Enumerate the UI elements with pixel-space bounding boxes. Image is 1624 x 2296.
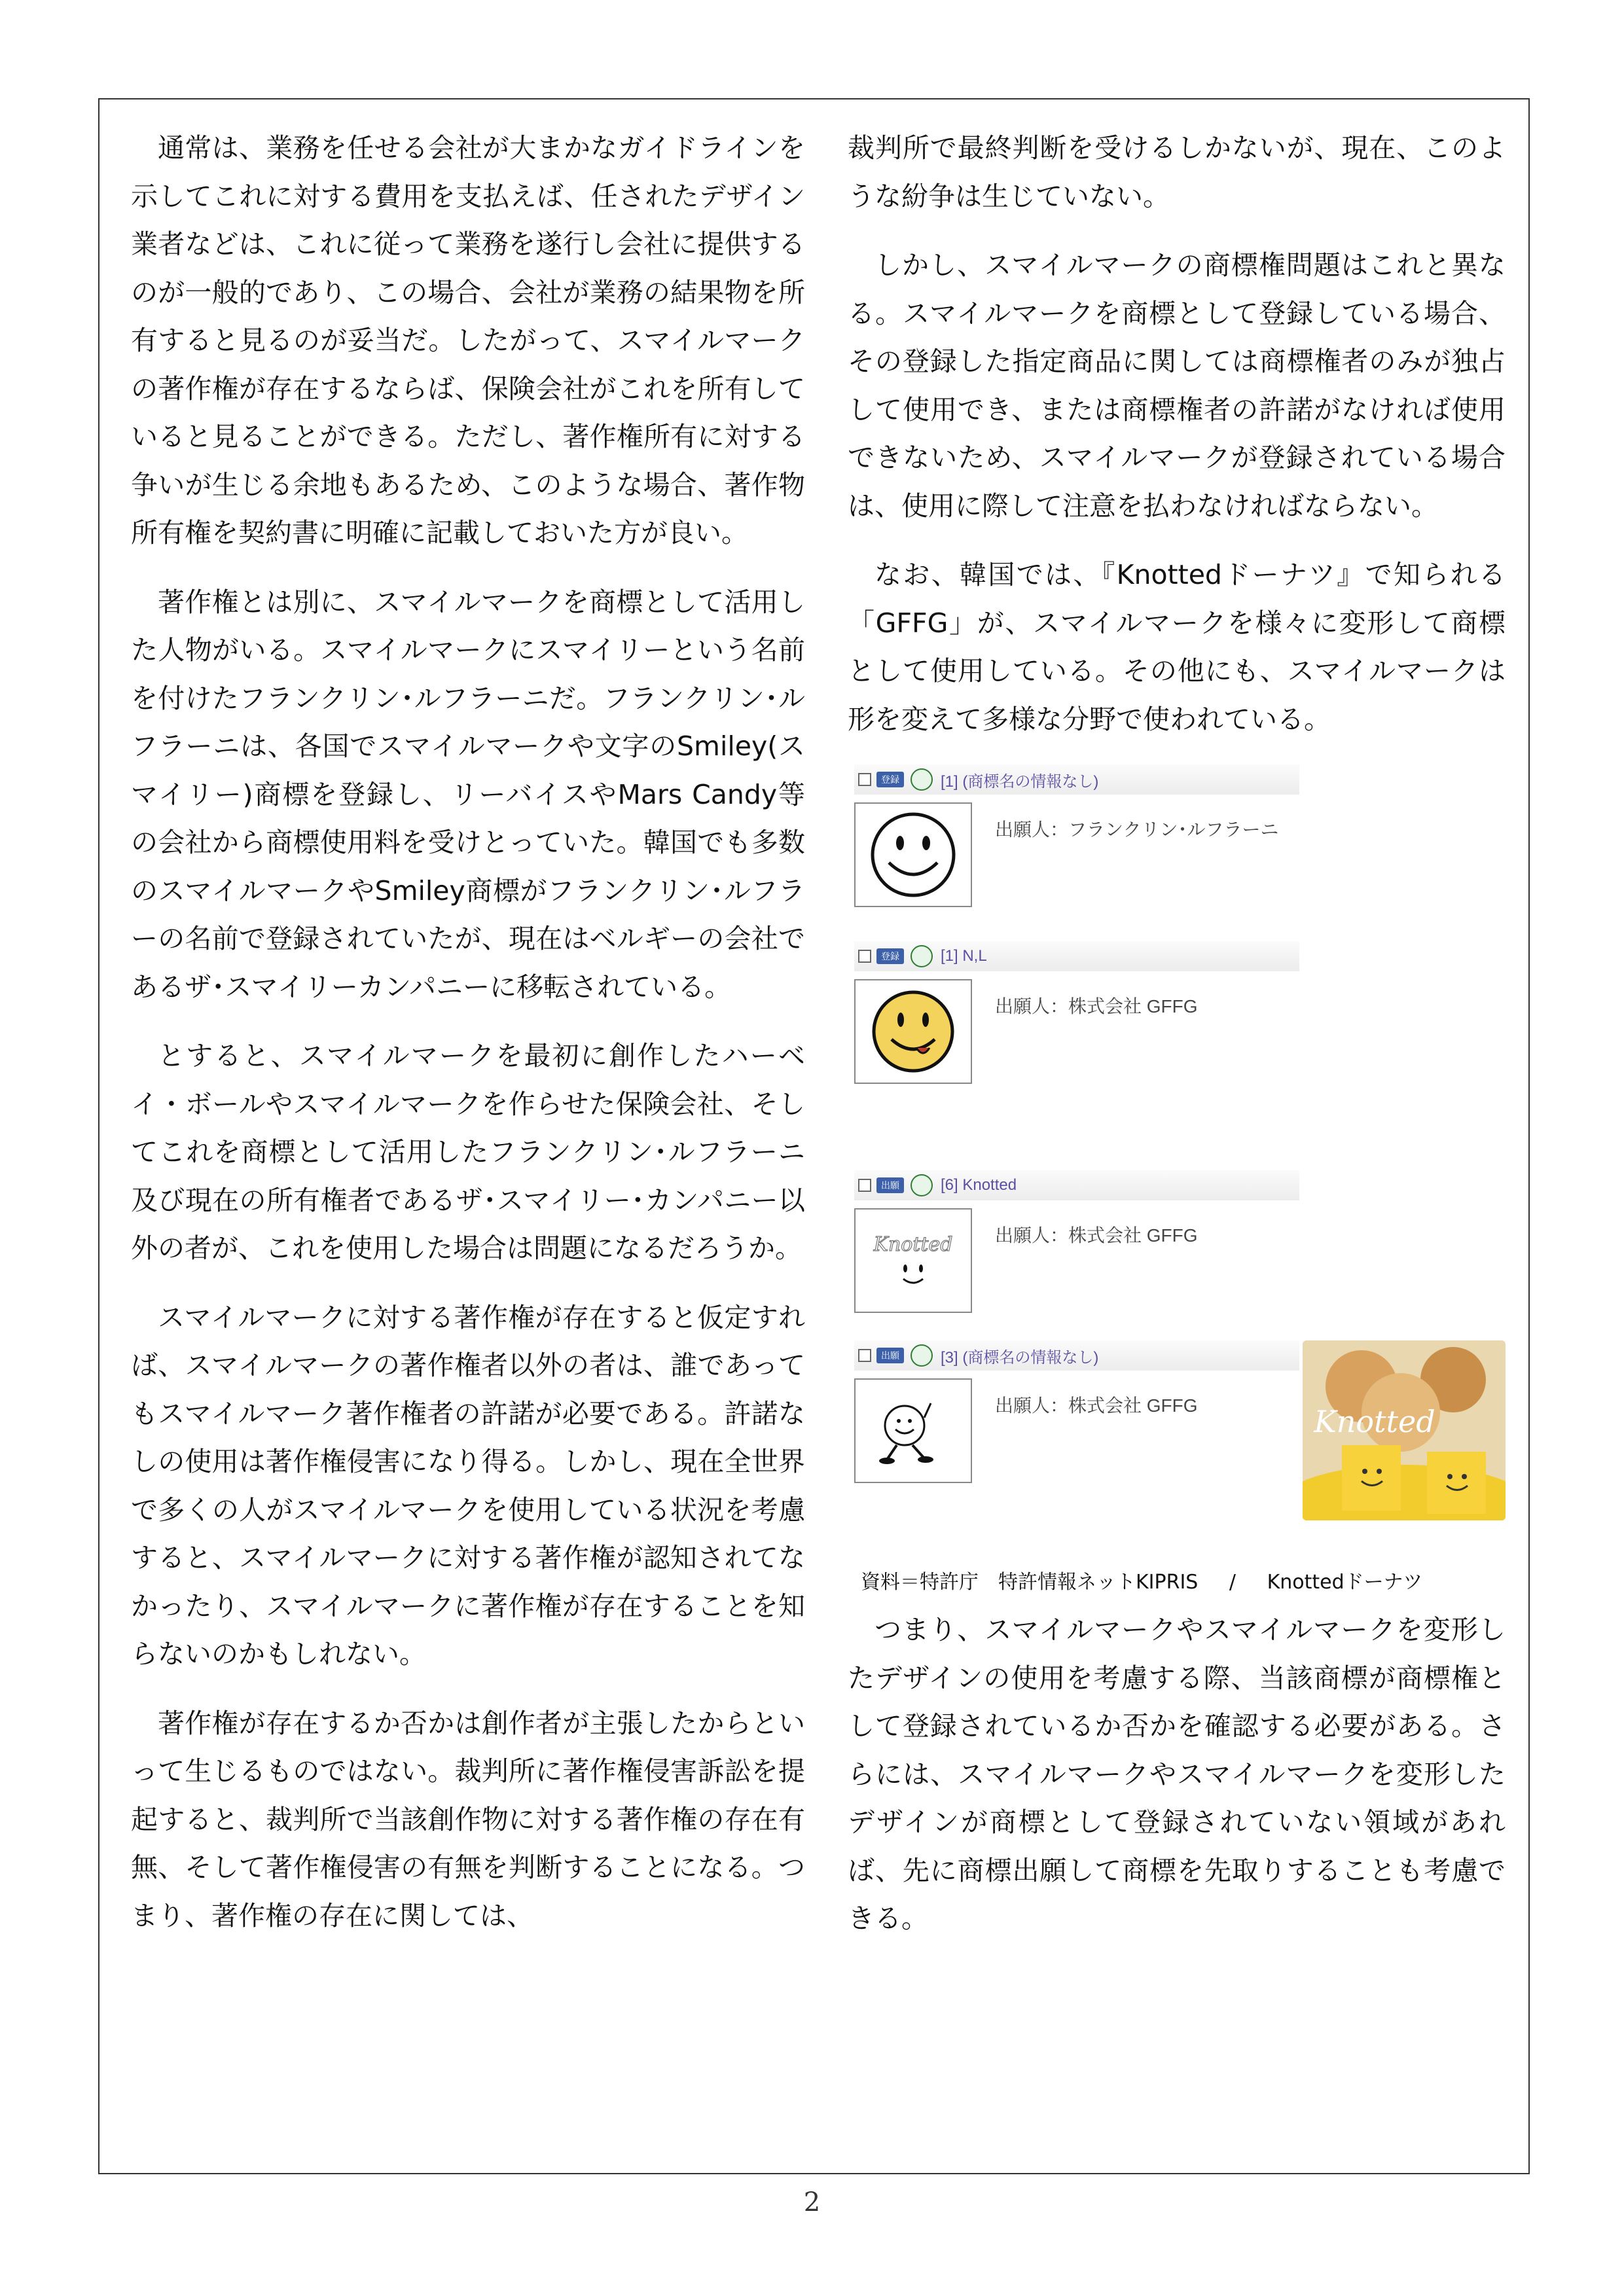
trademark-record (854, 1340, 1299, 1488)
eye-icon (911, 1174, 933, 1196)
record-title[interactable]: [3] (商標名の情報なし) (941, 1348, 1099, 1367)
record-body (854, 795, 1299, 912)
trademark-logo (854, 1208, 972, 1313)
trademark-logo (854, 1378, 972, 1483)
paragraph: 著作権とは別に、スマイルマークを商標として活用した人物がいる。スマイルマークにスマイリーという名前を付けたフランクリン･ルフラーニだ。フランクリン･ルフラーニは、各国でスマイルマークや文字のSmiley(スマイリー)商標を登録し、リーバイスやMars Candy等の会社から商標使用料を受けとっていた。韓国でも多数のスマイルマークやSmiley商標がフランクリン･ルフラーの名前で登録されていたが、現在はベルギーの会社であるザ･スマイリーカンパニーに移転されている。 (131, 586, 805, 1003)
paragraph: スマイルマークに対する著作権が存在すると仮定すれば、スマイルマークの著作権者以外の者は、誰であってもスマイルマーク著作権者の許諾が必要である。許諾なしの使用は著作権侵害になり得る。しかし、現在全世界で多くの人がスマイルマークを使用している状況を考慮すると、スマイルマークに対する著作権が認知されてなかったり、スマイルマークに著作権が存在することを知らないのかもしれない。 (131, 1301, 805, 1670)
paragraph: とすると、スマイルマークを最初に創作したハーベイ・ボールやスマイルマークを作らせた保険会社、そしてこれを商標として活用したフランクリン･ルフラーニ及び現在の所有権者であるザ･スマイリー･カンパニー以外の者が、これを使用した場合は問題になるだろうか。 (131, 1040, 805, 1264)
record-checkbox[interactable] (858, 1179, 871, 1192)
paragraph: つまり、スマイルマークやスマイルマークを変形したデザインの使用を考慮する際、当該商標が商標権として登録されているか否かを確認する必要がある。さらには、スマイルマークやスマイルマークを変形したデザインが商標として登録されていない領域があれば、先に商標出願して商標を先取りすることも考慮できる。 (848, 1614, 1506, 1934)
page-number: 2 (803, 2187, 821, 2217)
smiley-outline-icon (864, 809, 962, 901)
knotted-donut-photo (1303, 1340, 1506, 1520)
paragraph: しかし、スマイルマークの商標権問題はこれと異なる。スマイルマークを商標として登録している場合、その登録した指定商品に関しては商標権者のみが独占して使用でき、または商標権者の許諾がなければ使用できないため、スマイルマークが登録されている場合は、使用に際して注意を払わなければならない。 (848, 249, 1506, 522)
caption-separator: / (1229, 1571, 1236, 1594)
record-header (854, 941, 1299, 971)
figure-caption (848, 1570, 1506, 1596)
record-header (854, 1340, 1299, 1371)
eye-icon (911, 1344, 933, 1367)
knotted-logo-icon (864, 1215, 962, 1306)
status-badge: 出願 (876, 1177, 904, 1193)
record-title[interactable]: [1] N,L (941, 947, 987, 965)
record-title[interactable]: [1] (商標名の情報なし) (941, 772, 1099, 791)
status-badge: 登録 (876, 948, 904, 964)
record-body (854, 1371, 1299, 1488)
record-header (854, 764, 1299, 795)
knotted-logo-text: Knotted (873, 1233, 953, 1256)
record-checkbox[interactable] (858, 1349, 871, 1362)
paragraph-continuation: 裁判所で最終判断を受けるしかないが、現在、このような紛争は生じていない。 (848, 132, 1506, 212)
record-body (854, 1200, 1299, 1318)
record-checkbox[interactable] (858, 773, 871, 786)
applicant-label: 出願人：フランクリン･ルフラーニ (995, 819, 1279, 840)
applicant-label: 出願人：株式会社 GFFG (995, 996, 1198, 1016)
paragraph: 通常は、業務を任せる会社が大まかなガイドラインを示してこれに対する費用を支払えば、任されたデザイン業者などは、これに従って業務を遂行し会社に提供するのが一般的であり、この場合、会社が業務の結果物を所有すると見るのが妥当だ。したがって、スマイルマークの著作権が存在するならば、保険会社がこれを所有していると見ることができる。ただし、著作権所有に対する争いが生じる余地もあるため、このような場合、著作物所有権を契約書に明確に記載しておいた方が良い。 (131, 132, 805, 548)
trademark-record (854, 941, 1299, 1089)
trademark-figure (848, 764, 1506, 1556)
applicant-label: 出願人：株式会社 GFFG (995, 1225, 1198, 1246)
photo-logo-text: Knotted (1314, 1404, 1435, 1439)
right-column (848, 124, 1506, 1964)
applicant-label: 出願人：株式会社 GFFG (995, 1395, 1198, 1416)
status-badge: 出願 (876, 1348, 904, 1363)
record-body (854, 971, 1299, 1089)
caption-source: 資料＝特許庁 特許情報ネットKIPRIS (861, 1571, 1199, 1594)
status-badge: 登録 (876, 772, 904, 787)
record-title[interactable]: [6] Knotted (941, 1176, 1017, 1194)
trademark-logo (854, 979, 972, 1084)
record-checkbox[interactable] (858, 950, 871, 963)
trademark-logo (854, 802, 972, 907)
smiley-character-icon (864, 1385, 962, 1477)
person-icon (911, 945, 933, 967)
smiley-tongue-icon (864, 986, 962, 1077)
paragraph: 著作権が存在するか否かは創作者が主張したからといって生じるものではない。裁判所に著作権侵害訴訟を提起すると、裁判所で当該創作物に対する著作権の存在有無、そして著作権侵害の有無を判断することになる。つまり、著作権の存在に関しては、 (131, 1707, 805, 1931)
trademark-record (854, 1170, 1299, 1318)
trademark-record (854, 764, 1299, 912)
person-icon (911, 768, 933, 791)
left-column (131, 124, 805, 1961)
caption-photo: Knottedドーナツ (1267, 1571, 1423, 1594)
record-header (854, 1170, 1299, 1200)
paragraph: なお、韓国では、『Knottedドーナツ』で知られる「GFFG」が、スマイルマークを様々に変形して商標として使用している。その他にも、スマイルマークは形を変えて多様な分野で使われている。 (848, 559, 1506, 735)
